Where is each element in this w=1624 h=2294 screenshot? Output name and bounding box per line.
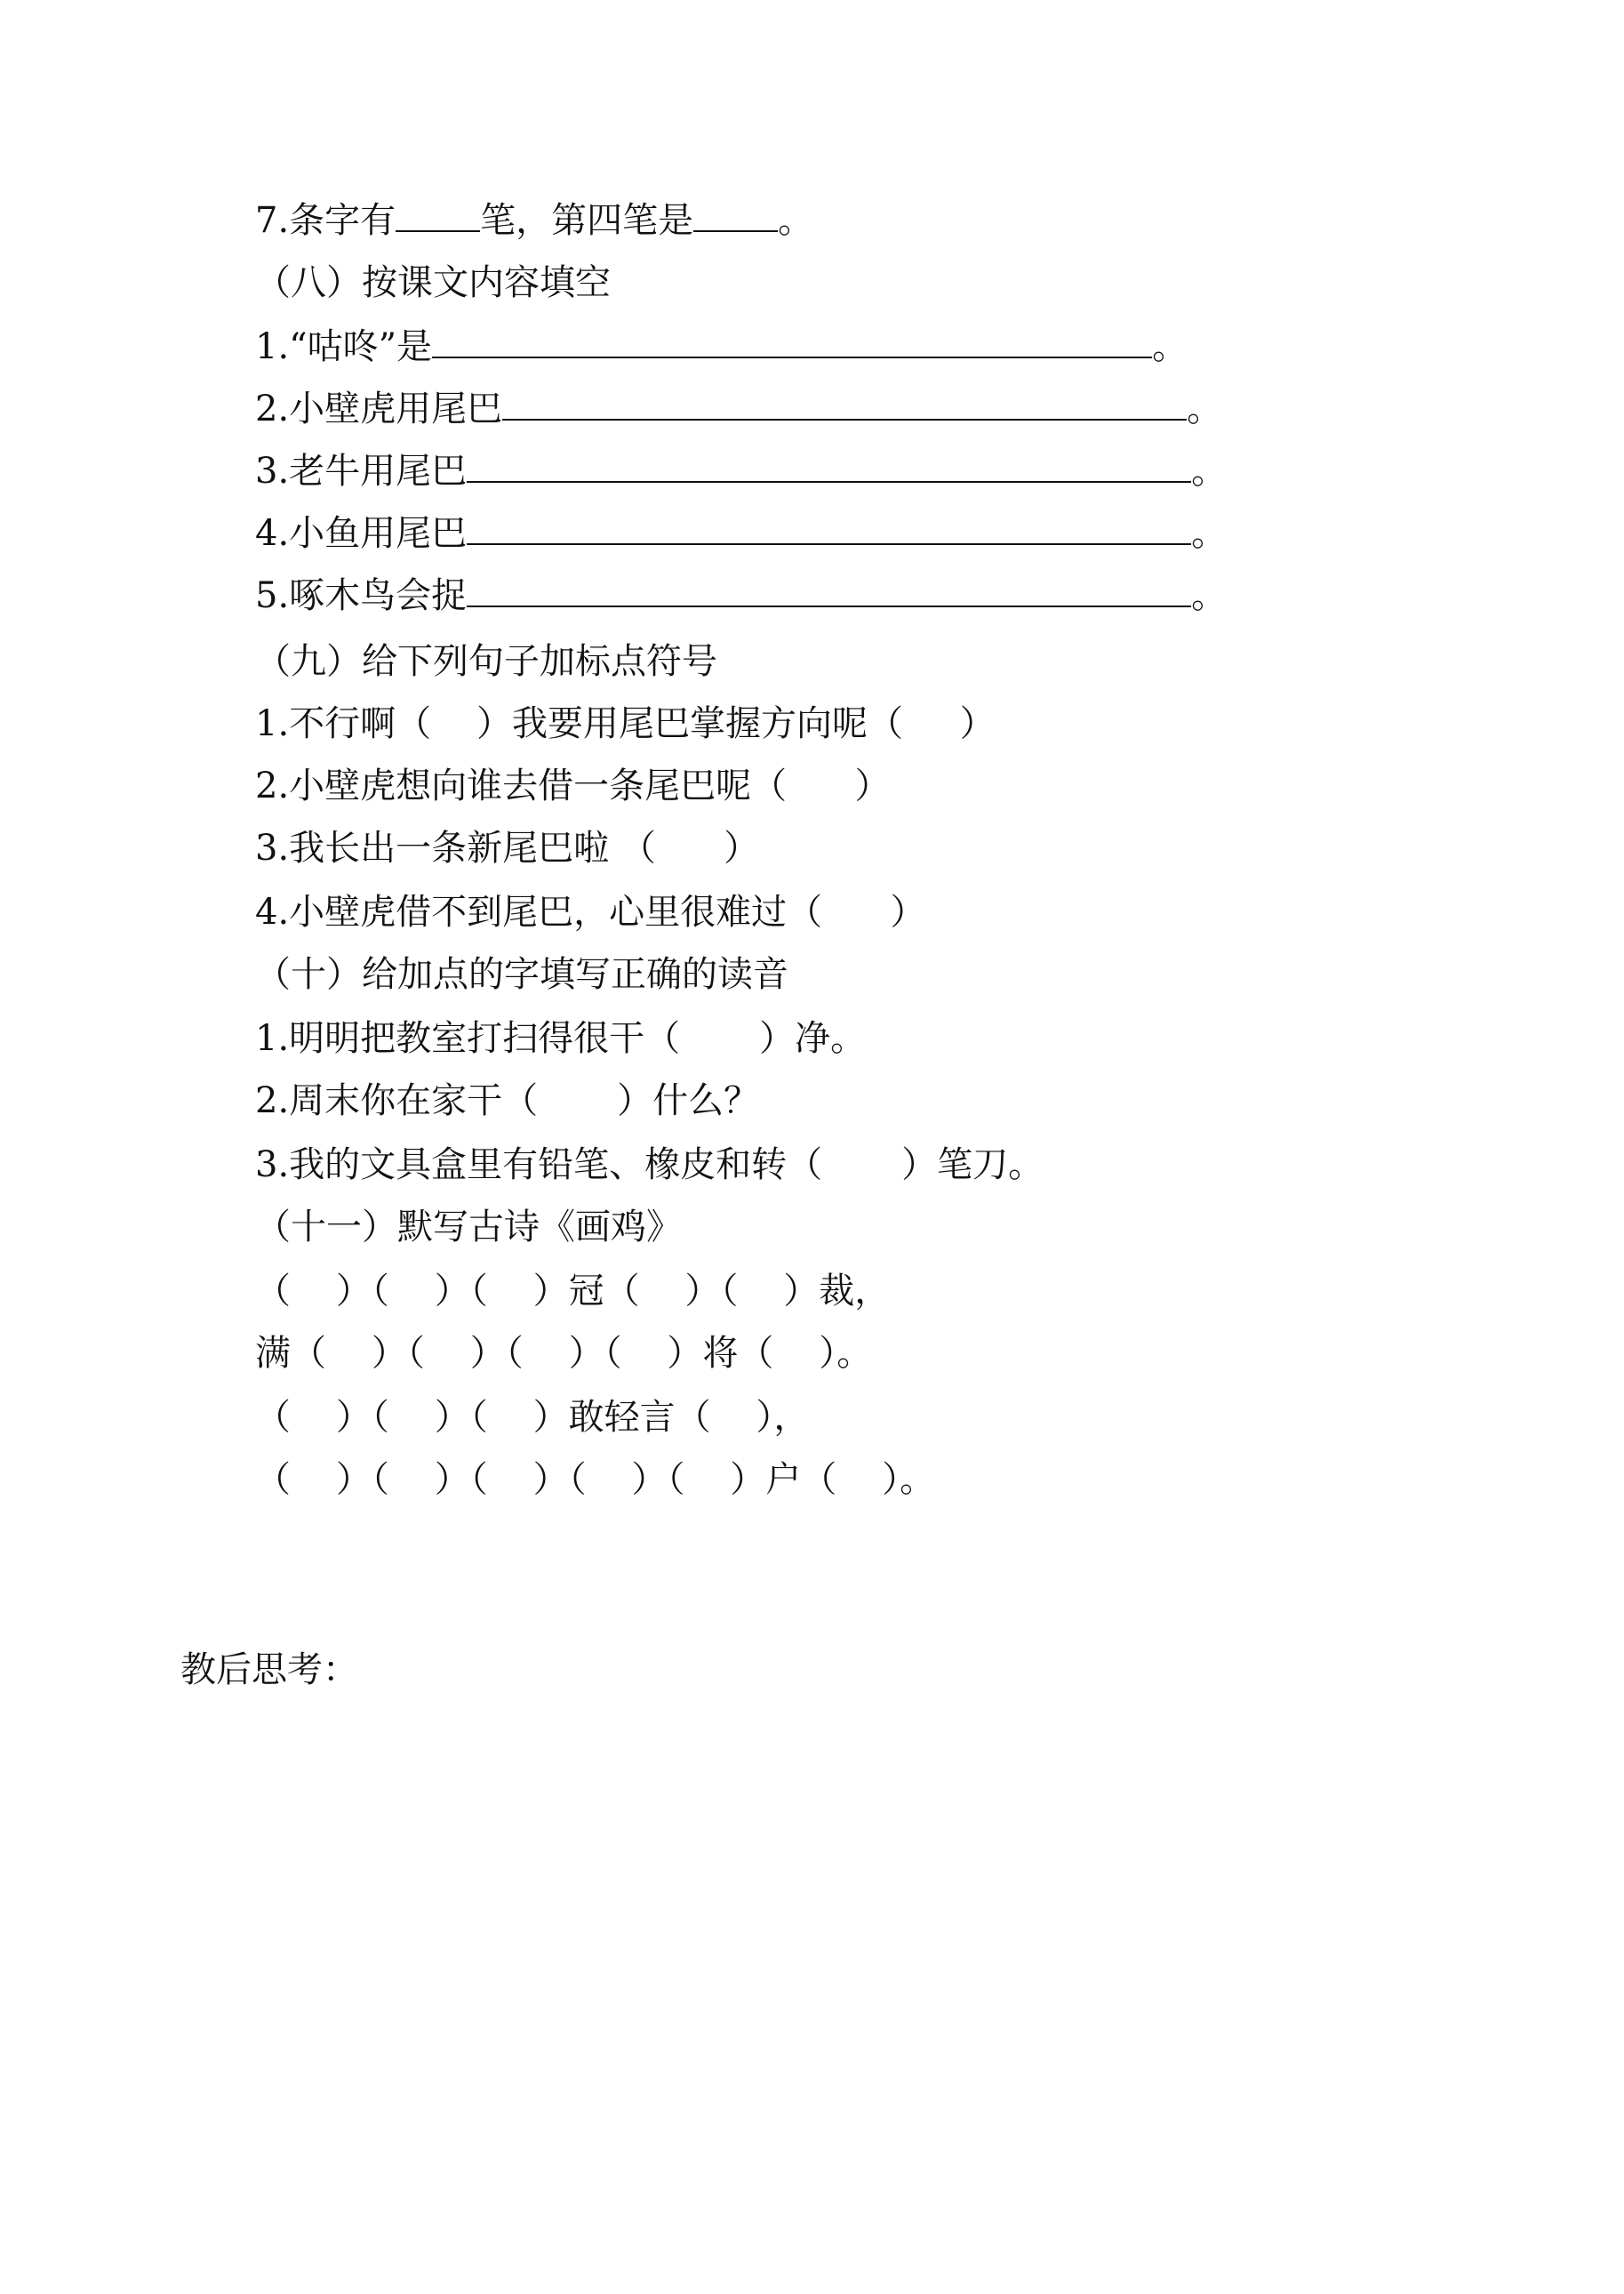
section-10-item-1[interactable]: 1.明明把教室打扫得很干（ ）净。 (255, 1018, 867, 1059)
section-8-item-3-blank[interactable] (467, 451, 1191, 483)
poem-line-3[interactable]: （ ）（ ）（ ）敢轻言（ ）， (255, 1397, 810, 1438)
section-8-item-1 (255, 324, 1188, 370)
section-8-item-5-end: 。 (1191, 575, 1228, 616)
section-8-item-1-end: 。 (1152, 326, 1188, 367)
poem-line-2[interactable]: 满（ ）（ ）（ ）（ ）将（ ）。 (255, 1333, 873, 1374)
section-8-item-4 (255, 510, 1227, 557)
section-8-item-3-prefix: 3.老牛用尾巴 (255, 451, 468, 492)
section-8-item-2 (255, 386, 1222, 432)
section-8-item-4-blank[interactable] (467, 513, 1191, 545)
section-8-item-3 (255, 448, 1227, 494)
section-8-item-1-prefix: 1.“咕咚”是 (255, 326, 433, 367)
section-8-item-5 (255, 573, 1227, 619)
q7-blank-1[interactable] (396, 200, 480, 232)
reflection-label: 教后思考： (180, 1649, 358, 1690)
q7-text-1: 7.条字有 (255, 200, 396, 241)
section-10-item-3[interactable]: 3.我的文具盒里有铅笔、橡皮和转（ ）笔刀。 (255, 1144, 1044, 1185)
section-8-heading: （八）按课文内容填空 (255, 262, 611, 303)
q7-blank-2[interactable] (693, 200, 778, 232)
section-10-heading: （十）给加点的字填写正确的读音 (255, 954, 788, 995)
poem-line-1[interactable]: （ ）（ ）（ ）冠（ ）（ ）裁， (255, 1271, 891, 1311)
section-10-item-2[interactable]: 2.周末你在家干（ ）什么？ (255, 1080, 760, 1121)
section-8-item-5-blank[interactable] (467, 575, 1191, 607)
section-8-item-2-blank[interactable] (502, 389, 1187, 421)
section-9-item-2[interactable]: 2.小壁虎想向谁去借一条尾巴呢（ ） (255, 766, 891, 806)
section-8-item-4-end: 。 (1191, 513, 1228, 554)
section-8-item-2-end: 。 (1187, 389, 1223, 429)
section-9-heading: （九）给下列句子加标点符号 (255, 641, 717, 682)
q7-text-2: 笔，第四笔是 (480, 200, 694, 241)
section-9-item-4[interactable]: 4.小壁虎借不到尾巴，心里很难过（ ） (255, 892, 926, 933)
section-8-item-5-prefix: 5.啄木鸟会捉 (255, 575, 468, 616)
q7-end: 。 (778, 200, 814, 241)
section-8-item-4-prefix: 4.小鱼用尾巴 (255, 513, 468, 554)
section-8-item-1-blank[interactable] (432, 326, 1152, 358)
section-8-item-2-prefix: 2.小壁虎用尾巴 (255, 389, 503, 429)
section-9-item-3[interactable]: 3.我长出一条新尾巴啦 （ ） (255, 828, 760, 869)
question-7 (255, 197, 813, 244)
section-9-item-1[interactable]: 1.不行啊（ ）我要用尾巴掌握方向呢（ ） (255, 703, 996, 744)
section-8-item-3-end: 。 (1191, 451, 1228, 492)
section-11-heading: （十一）默写古诗《画鸡》 (255, 1207, 682, 1247)
poem-line-4[interactable]: （ ）（ ）（ ）（ ）（ ）户（ ）。 (255, 1459, 936, 1500)
